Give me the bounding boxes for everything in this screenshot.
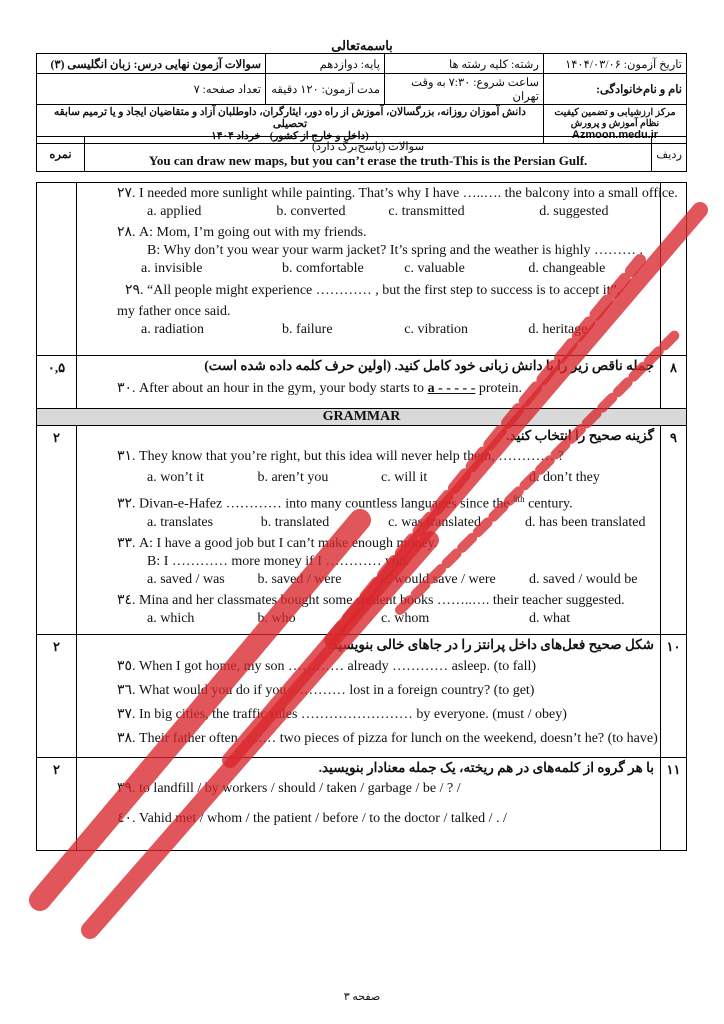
q36-text: ٣٦. What would you do if you ………… lost in a foreign country? (to get) (117, 683, 535, 698)
question-8-row (37, 356, 687, 409)
date-cell: تاریخ آزمون: ۱۴۰۴/۰۳/۰۶ (544, 54, 687, 74)
header-row-2 (37, 74, 687, 105)
questions-table (36, 182, 687, 851)
q8-body (77, 356, 661, 409)
question-11-row (37, 758, 687, 851)
q28-b-line: B: Why don’t you wear your warm jacket? It’s spring and the weather is highly ……… . (147, 243, 643, 258)
q40-text: ٤٠. Vahid met / whom / the patient / before / to the doctor / talked / . / (117, 811, 507, 826)
q27-text: ٢٧. I needed more sunlight while painting. That’s why I have …..…. the balcony into a small office. (117, 186, 678, 201)
q27-option-d[interactable]: d. suggested (539, 204, 609, 219)
q30-line (77, 380, 660, 398)
q27-option-c[interactable]: c. transmitted (388, 204, 465, 219)
subject-cell: سوالات آزمون نهایی درس: زبان انگلیسی (۳) (37, 54, 266, 74)
audience-text-2: (داخل و خارج از کشور) - خرداد ۱۴۰۴ (211, 131, 369, 142)
q29-options (117, 321, 660, 339)
q32-superscript: 8th (513, 494, 525, 504)
q27-option-a[interactable]: a. applied (147, 204, 202, 219)
start-time-cell: ساعت شروع: ۷:۳۰ به وقت تهران (385, 74, 544, 105)
q27-options (117, 203, 660, 221)
exam-header (36, 53, 687, 144)
q39-text: ٣٩. to landfill / by workers / should / taken / garbage / be / ? / (117, 781, 461, 796)
page-number: صفحه ۳ (343, 991, 381, 1003)
grade-cell: پایه: دوازدهم (266, 54, 385, 74)
q30-text-before: ٣٠. After about an hour in the gym, your body starts to (117, 381, 428, 396)
header-row-1 (37, 54, 687, 74)
q31-option-c[interactable]: c. will it (381, 470, 428, 485)
q10-instruction: شکل صحیح فعل‌های داخل پرانتز را در جاهای خالی بنویسید. (328, 637, 654, 652)
q32-option-a[interactable]: a. translates (147, 514, 214, 530)
q33-option-b[interactable]: b. saved / were (257, 571, 342, 587)
q28-option-a[interactable]: a. invisible (141, 261, 203, 276)
audience-text: دانش آموزان روزانه، بزرگسالان، آموزش از راه دور، ایثارگران، داوطلبان آزاد و متقاضیان ایجاد و یا ترمیم سابقه تحصیلی (54, 107, 526, 130)
row-num-cell-vocab (661, 183, 687, 356)
q31-option-d[interactable]: d. don’t they (528, 470, 600, 485)
q27-option-b[interactable]: b. converted (276, 204, 346, 219)
q34-option-d[interactable]: d. what (528, 610, 571, 626)
q35-text: ٣٥. When I got home, my son ………… already ………… asleep. (to fall) (117, 659, 537, 674)
questions-column-header (36, 136, 687, 172)
q8-score: ۰,۵ (37, 356, 77, 409)
q32-text (117, 490, 660, 514)
q29-option-b[interactable]: b. failure (282, 322, 333, 337)
q32-option-d[interactable]: d. has been translated (524, 514, 646, 530)
question-9-row (37, 426, 687, 635)
q28-a-line: ٢٨. A: Mom, I’m going out with my friends. (117, 225, 367, 240)
q32-option-c[interactable]: c. was translated (388, 514, 481, 530)
center-name: مرکز ارزشیابی و تضمین کیفیت نظام آموزش و پرورش (554, 108, 676, 129)
q32-options (117, 514, 660, 532)
question-10-row (37, 635, 687, 758)
q28-option-b[interactable]: b. comfortable (282, 261, 364, 276)
q9-instruction: گزینه صحیح را انتخاب کنید. (506, 428, 654, 443)
q11-body (77, 758, 661, 851)
q9-number: ۹ (661, 426, 687, 635)
q8-instruction: جمله ناقص زیر را با دانش زبانی خود کامل کنید. (اولین حرف کلمه داده شده است) (204, 358, 654, 373)
q32-text-after: century. (524, 496, 573, 512)
q8-number: ۸ (661, 356, 687, 409)
q28-options (117, 260, 660, 278)
vocab-body (77, 183, 678, 356)
questions-label-cell (85, 137, 652, 172)
q34-text: ٣٤. Mina and her classmates bought some student books ……..…. their teacher suggested. (117, 592, 625, 608)
student-name-cell: نام و نام‌خانوادگی: (544, 74, 687, 105)
q31-option-b[interactable]: b. aren’t you (257, 470, 329, 485)
q28-option-d[interactable]: d. changeable (528, 261, 606, 276)
slogan-text: You can draw new maps, but you can’t erase the truth-This is the Persian Gulf. (148, 153, 588, 168)
q31-text: ٣١. They know that you’re right, but this idea will never help them, ………… ? (117, 449, 565, 464)
q10-number: ۱۰ (661, 635, 687, 758)
q33-option-a[interactable]: a. saved / was (147, 571, 225, 587)
q29-option-c[interactable]: c. vibration (404, 322, 469, 337)
q32-option-b[interactable]: b. translated (260, 514, 330, 530)
q33-option-d[interactable]: d. saved / would be (528, 571, 638, 587)
q31-option-a[interactable]: a. won’t it (147, 470, 204, 485)
q29-option-a[interactable]: a. radiation (141, 322, 204, 337)
pages-cell: تعداد صفحه: ۷ (37, 74, 266, 105)
q34-option-b[interactable]: b. who (257, 610, 296, 626)
page-heading: باسمه‌تعالی (331, 38, 393, 53)
q29-line-1: ٢٩. “All people might experience ………… , but the first step to success is to accept it”, (125, 283, 621, 298)
score-label: نمره (37, 137, 85, 172)
q33-b-line: B: I ………… more money if I ………… you. (147, 553, 410, 569)
q34-options (117, 610, 660, 628)
q30-blank[interactable]: a - - - - - (427, 381, 476, 396)
q10-body (77, 635, 661, 758)
q33-a-line: ٣٣. A: I have a good job but I can’t make enough money. (117, 535, 438, 551)
duration-cell: مدت آزمون: ۱۲۰ دقیقه (266, 74, 385, 105)
center-website: Azmoon.medu.ir (571, 129, 659, 141)
q11-number: ۱۱ (661, 758, 687, 851)
q11-instruction: با هر گروه از کلمه‌های در هم ریخته، یک جمله معنادار بنویسید. (318, 760, 654, 775)
q34-option-a[interactable]: a. which (147, 610, 195, 626)
grammar-heading-row (37, 409, 687, 426)
grammar-heading: GRAMMAR (37, 409, 687, 426)
q33-options (117, 571, 660, 589)
q9-score: ۲ (37, 426, 77, 635)
field-cell: رشته: کلیه رشته ها (385, 54, 544, 74)
q37-text: ٣٧. In big cities, the traffic rules …………………… by everyone. (must / obey) (117, 707, 567, 722)
q11-score: ۲ (37, 758, 77, 851)
q33-option-c[interactable]: c. would save / were (381, 571, 496, 587)
header-row-4 (37, 137, 687, 172)
questions-label: سوالات (پاسخ‌برگ دارد) (312, 141, 425, 153)
q9-body (77, 426, 661, 635)
q31-options (117, 469, 660, 487)
row-label: ردیف (652, 137, 687, 172)
q30-text-after: protein. (475, 381, 523, 396)
vocab-continuation-row (37, 183, 687, 356)
q29-line-2: my father once said. (117, 304, 231, 319)
q29-option-d[interactable]: d. heritage (528, 322, 588, 337)
q34-option-c[interactable]: c. whom (381, 610, 430, 626)
score-cell-vocab (37, 183, 77, 356)
q10-score: ۲ (37, 635, 77, 758)
q28-option-c[interactable]: c. valuable (404, 261, 465, 276)
q38-text: ٣٨. Their father often …..… two pieces of pizza for lunch on the weekend, doesn’t he? (to have) (117, 731, 658, 746)
q32-text-before: ٣٢. Divan-e-Hafez ………… into many countless languages since the (117, 496, 514, 512)
